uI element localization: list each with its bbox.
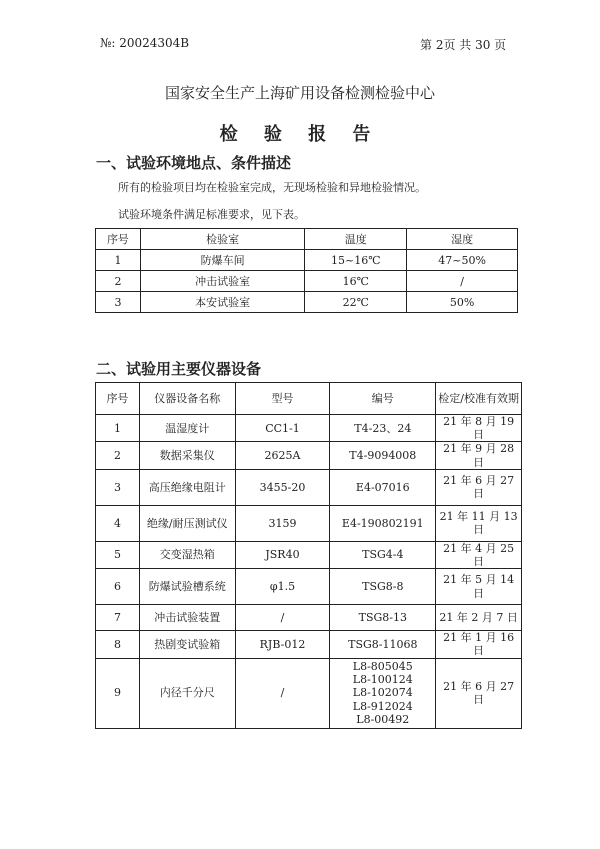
- table-header: 仪器设备名称: [139, 383, 235, 415]
- table-header: 编号: [330, 383, 436, 415]
- table-cell: 16℃: [305, 271, 407, 292]
- table-cell: 3159: [235, 505, 330, 541]
- table-cell: TSG8-8: [330, 569, 436, 605]
- table-cell: 21 年 1 月 16 日: [436, 631, 522, 658]
- table-cell: 数据采集仪: [139, 442, 235, 469]
- section1-heading: 一、试验环境地点、条件描述: [96, 154, 292, 172]
- table-row: [96, 658, 522, 728]
- table-cell: TSG8-13: [330, 605, 436, 631]
- table-row: [96, 415, 522, 442]
- table-header: 型号: [235, 383, 330, 415]
- table-row: [96, 442, 522, 469]
- table-header-row: [96, 229, 518, 250]
- organization-name: 国家安全生产上海矿用设备检测检验中心: [164, 84, 435, 102]
- table-header: 序号: [96, 383, 140, 415]
- table-row: [96, 505, 522, 541]
- table-cell: 9: [96, 658, 140, 728]
- table-header: 检定/校准有效期: [436, 383, 522, 415]
- table-cell: /: [235, 605, 330, 631]
- section1-paragraph2: 试验环境条件满足标准要求，见下表。: [118, 208, 305, 221]
- table-cell: 3: [96, 469, 140, 505]
- table-cell: 热剧变试验箱: [139, 631, 235, 658]
- table-cell: 本安试验室: [140, 292, 304, 313]
- page-info: 第 2页 共 30 页: [420, 38, 507, 52]
- report-number: №: 20024304B: [100, 36, 190, 50]
- table-cell: 8: [96, 631, 140, 658]
- table-cell: /: [235, 658, 330, 728]
- table-row: [96, 469, 522, 505]
- table-cell: 3455-20: [235, 469, 330, 505]
- table-cell: 防爆试验槽系统: [139, 569, 235, 605]
- table-cell: 内径千分尺: [139, 658, 235, 728]
- environment-table: [95, 228, 518, 313]
- table-cell: /: [407, 271, 518, 292]
- table-row: [96, 569, 522, 605]
- table-cell: 1: [96, 250, 141, 271]
- table-cell: 冲击试验装置: [139, 605, 235, 631]
- table-cell: TSG8-11068: [330, 631, 436, 658]
- table-cell: 21 年 9 月 28 日: [436, 442, 522, 469]
- table-cell: 21 年 6 月 27 日: [436, 469, 522, 505]
- table-cell: 21 年 8 月 19 日: [436, 415, 522, 442]
- table-cell: 3: [96, 292, 141, 313]
- table-cell: 4: [96, 505, 140, 541]
- table-cell: 2: [96, 271, 141, 292]
- table-row: [96, 541, 522, 568]
- table-cell: 高压绝缘电阻计: [139, 469, 235, 505]
- table-cell: 21 年 4 月 25 日: [436, 541, 522, 568]
- table-header: 序号: [96, 229, 141, 250]
- table-cell: 温湿度计: [139, 415, 235, 442]
- section2-heading: 二、试验用主要仪器设备: [96, 360, 262, 378]
- table-cell: L8-805045 L8-100124 L8-102074 L8-912024 L8-00492: [330, 658, 436, 728]
- table-cell: TSG4-4: [330, 541, 436, 568]
- table-header: 湿度: [407, 229, 518, 250]
- table-cell: 2: [96, 442, 140, 469]
- table-cell: 21 年 5 月 14 日: [436, 569, 522, 605]
- table-cell: 15~16℃: [305, 250, 407, 271]
- table-row: [96, 292, 518, 313]
- table-cell: 50%: [407, 292, 518, 313]
- table-row: [96, 631, 522, 658]
- table-cell: 冲击试验室: [140, 271, 304, 292]
- table-cell: CC1-1: [235, 415, 330, 442]
- section1-paragraph1: 所有的检验项目均在检验室完成，无现场检验和异地检验情况。: [118, 181, 426, 194]
- table-cell: 7: [96, 605, 140, 631]
- table-row: [96, 605, 522, 631]
- table-cell: φ1.5: [235, 569, 330, 605]
- table-cell: RJB-012: [235, 631, 330, 658]
- table-cell: T4-9094008: [330, 442, 436, 469]
- table-header-row: [96, 383, 522, 415]
- table-header: 温度: [305, 229, 407, 250]
- table-cell: 2625A: [235, 442, 330, 469]
- table-cell: 6: [96, 569, 140, 605]
- table-cell: 防爆车间: [140, 250, 304, 271]
- table-cell: 交变湿热箱: [139, 541, 235, 568]
- table-cell: 21 年 2 月 7 日: [436, 605, 522, 631]
- table-cell: E4-190802191: [330, 505, 436, 541]
- table-cell: 21 年 11 月 13 日: [436, 505, 522, 541]
- table-cell: 5: [96, 541, 140, 568]
- table-cell: 47~50%: [407, 250, 518, 271]
- table-header: 检验室: [140, 229, 304, 250]
- table-cell: 22℃: [305, 292, 407, 313]
- table-cell: E4-07016: [330, 469, 436, 505]
- table-cell: T4-23、24: [330, 415, 436, 442]
- table-row: [96, 250, 518, 271]
- table-cell: 1: [96, 415, 140, 442]
- table-cell: 21 年 6 月 27 日: [436, 658, 522, 728]
- report-title: 检 验 报 告: [219, 124, 381, 145]
- table-row: [96, 271, 518, 292]
- equipment-table: [95, 382, 522, 729]
- table-cell: 绝缘/耐压测试仪: [139, 505, 235, 541]
- table-cell: JSR40: [235, 541, 330, 568]
